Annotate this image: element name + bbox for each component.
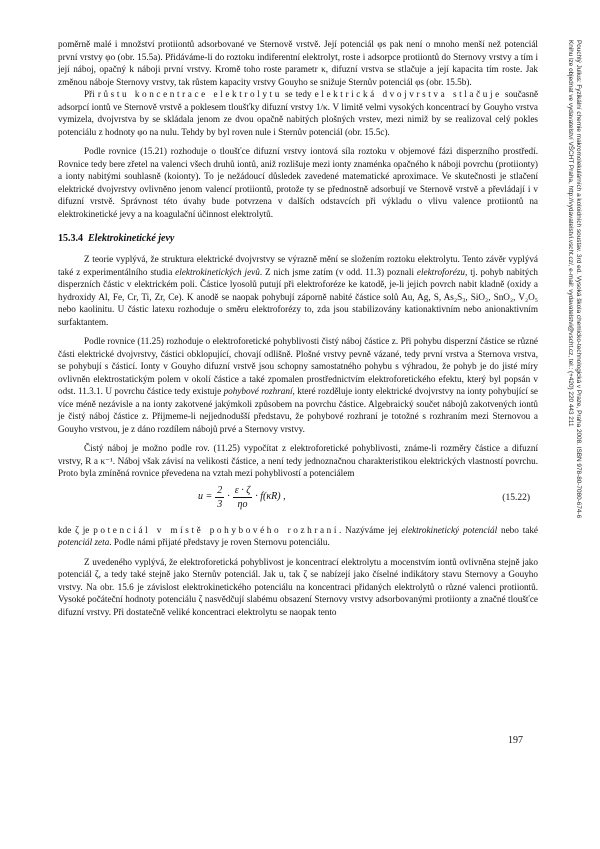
equation-rhs: · f(κR) , <box>255 490 286 502</box>
paragraph <box>58 88 538 138</box>
paragraph: Z uvedeného vyplývá, že elektroforetická pohyblivost je koncentrací elektrolytu a mocenstvím iontů ovlivněna stejně jako potenciál ζ, a tedy také stejně jako Sternův potenciál. Jak u, tak ζ se nabízejí jako číselné indikátory stavu Sternovy a Gouyho vrstvy. Na obr. 15.6 je závislost elektrokinetického potenciálu na koncentraci přidaných elektrolytů o různé valenci protiiontů. Vysoké počáteční hodnoty potenciálu ζ nasvědčují slabému obsazení Sternovy vrstvy adsorbovanými protiionty a značné tloušťce difuzní vrstvy. Při dostatečně veliké koncentraci elektrolytu se naopak tento <box>58 556 538 617</box>
section-number: 15.3.4 <box>58 233 83 244</box>
text-run: Z teorie vyplývá, že struktura elektrické dvojvrstvy se výrazně mění se složením roztoku elektrolytu. Tento závěr vyplývá také z experimentálního studia <box>58 254 538 277</box>
italic-term: potenciál zeta <box>58 537 110 547</box>
operator: · <box>227 490 230 502</box>
text-run: . Z nich jsme zatím (v odd. 11.3) poznali <box>259 266 414 277</box>
text-run: současně adsorpcí iontů ve Sternově vrstvě a poklesem tloušťky difuzní vrstvy 1/κ. V limitě velmi vysokých koncentrací by Gouyho vrstva vymizela, dvojvrstva by se skládala jenom ze dvou opačně nabitých plošných vrstev, mezi nimiž by se realizoval celý pokles potenciálu z hodnoty φo na nulu. Tehdy by byl roven nule i Sternův potenciál (obr. 15.5c). <box>58 89 539 137</box>
italic-term: elektrokinetických jevů <box>175 266 260 277</box>
page-number: 197 <box>508 735 523 746</box>
spaced-emphasis: potenciál v místě pohybového rozhraní <box>93 524 340 535</box>
fraction <box>215 484 224 511</box>
paragraph <box>58 524 538 549</box>
text-run: . Podle námi přijaté představy je roven Sternovu potenciálu. <box>109 537 330 547</box>
paragraph: Čistý náboj je možno podle rov. (11.25) vypočítat z elektroforetické pohyblivosti, známe-li rozměry částice a difuzní vrstvy, R a κ⁻¹. Náboj však závisí na velikosti částice, a není tedy jednoznačnou charakteristikou elektrických vlastností povrchu. Proto byla zmíněná rovnice převedena na vztah mezi pohyblivostí a potenciálem <box>58 443 538 478</box>
paragraph <box>58 253 538 328</box>
equation-lhs: u = <box>198 490 213 502</box>
section-heading <box>58 232 538 245</box>
citation-line: Knihu lze objednat ve vydavatelství VŠCHT Praha, http://vydavatelstvi.vscht.cz/, e-mail: vydavatelstvi@vscht.cz, tel.: (+420) 220 443 211 <box>567 40 574 427</box>
text-run: se tedy <box>284 89 312 99</box>
equation-number: (15.22) <box>502 492 530 503</box>
text-run: , které rozděluje ionty elektrické dvojvrstvy na ionty pohybující se více méně nezávisle a na ionty zakotvené jakýmkoli způsobem na povrchu částice. Algebraický součet nábojů zakotvených iontů je čistý náboj částice z. Přijmeme-li nejjednodušší představu, že pohybové rozhraní je totožné s rozhraním mezi Sternovou a Gouyho vrstvou, je z dáno rozdílem nábojů prvé a Sternovy vrstvy. <box>58 386 538 434</box>
citation-line: Pouchlý Julius: Fyzikální chemie makromolekulárních a koloidních soustav. 3rd ed. Vysoká škola chemicko-technologická v Praze, Praha 2008. ISBN 978-80-7080-674-6 <box>575 40 582 519</box>
numerator: 2 <box>217 484 223 496</box>
page-body <box>58 38 538 618</box>
fraction <box>233 484 253 511</box>
section-title: Elektrokinetické jevy <box>88 233 175 244</box>
equation <box>198 484 286 511</box>
italic-term: pohybové rozhraní <box>223 386 293 396</box>
spaced-emphasis: elektrická dvojvrstva stlačuje <box>314 89 502 99</box>
text-run: nebo také <box>501 524 539 535</box>
text-run: Podle rovnice (11.25) rozhoduje o elektroforetické pohyblivosti čistý náboj částice z. Při pohybu disperzní částice se různé části elektrické dvojvrstvy, částici obklopující, chovají odlišně. Plošné vrstvy pevně vázané, tedy první vrstva a Sternova vrstva, se pohybují s částicí. Ionty v Gouyho difuzní vrstvě jsou schopny samostatného pohybu s výhradou, že pohyb je do jisté míry ovlivněn elektrostatickým polem v okolí částice a také zpomalen prostřednictvím elektroforetického efektu, který byl popsán v odst. 11.3.1. U povrchu částice tedy existuje <box>58 336 538 396</box>
denominator: 3 <box>217 498 223 510</box>
equation-block <box>58 482 538 522</box>
text-run: Při <box>84 89 95 99</box>
italic-term: elektroforézu <box>416 266 466 277</box>
numerator: ε · ζ <box>234 484 251 496</box>
text-run: . Nazýváme jej <box>339 524 398 535</box>
paragraph: Podle rovnice (15.21) rozhoduje o tloušťce difuzní vrstvy iontová síla roztoku v objemové fázi disperzního prostředí. Rovnice tedy bere zřetel na valenci všech druhů iontů, aniž rozlišuje mezi ionty znaménka opačného k náboji povrchu (protiionty) a ionty nabitými souhlasně (koionty). To je nežádoucí důsledek zavedené matematické aproximace. Ve skutečnosti je stlačení elektrické dvojvrstvy ovlivněno jenom valencí protiiontů, protože ty se přednostně adsorbují ve Sternově vrstvě a převládají i v difuzní vrstvě. Správnost této úvahy bude potvrzena v dalších odstavcích při výkladu o vlivu valence protiiontů na elektrokinetické jevy a na koagulační účinnost elektrolytů. <box>58 146 538 219</box>
paragraph: poměrně malé i množství protiiontů adsorbované ve Sternově vrstvě. Její potenciál φs pak není o mnoho menší než potenciál první vrstvy φo (obr. 15.5a). Přidáváme-li do roztoku indiferentní elektrolyt, roste i adsorpce protiiontů do Sternovy vrstvy a tím i její náboj, opačný k náboji první vrstvy. Kromě toho roste parametr κ, difuzní vrstva se stlačuje a její kapacita tím roste. Jak změnou náboje Sternovy vrstvy, tak růstem kapacity vrstvy Gouyho se snižuje Sternův potenciál φs (obr. 15.5b). <box>58 39 538 87</box>
spaced-emphasis: růstu koncentrace elektrolytu <box>97 89 282 99</box>
sidebar-citation <box>566 40 582 600</box>
denominator: ηo <box>237 498 248 510</box>
text-run: , tj. pohyb nabitých disperzních částic v elektrickém poli. Částice lyosolů putují při elektroforéze ke katodě, je-li jejich povrch nabit kladně (oxidy a hydroxidy Al, Fe, Cr, Ti, Zr, Ce). K anodě se naopak pohybují záporně nabité částice solů Au, Ag, S, As₂S₃, SiO₂, SnO₂, V₂O₅ nebo kaolinitu. U částic latexu rozhoduje o směru elektroforézy to, zda jsou stabilizovány kationaktivním nebo anionaktivním surfaktantem. <box>58 266 538 327</box>
paragraph <box>58 335 538 435</box>
text-run: kde ζ je <box>58 524 90 535</box>
italic-term: elektrokinetický potenciál <box>401 524 498 535</box>
